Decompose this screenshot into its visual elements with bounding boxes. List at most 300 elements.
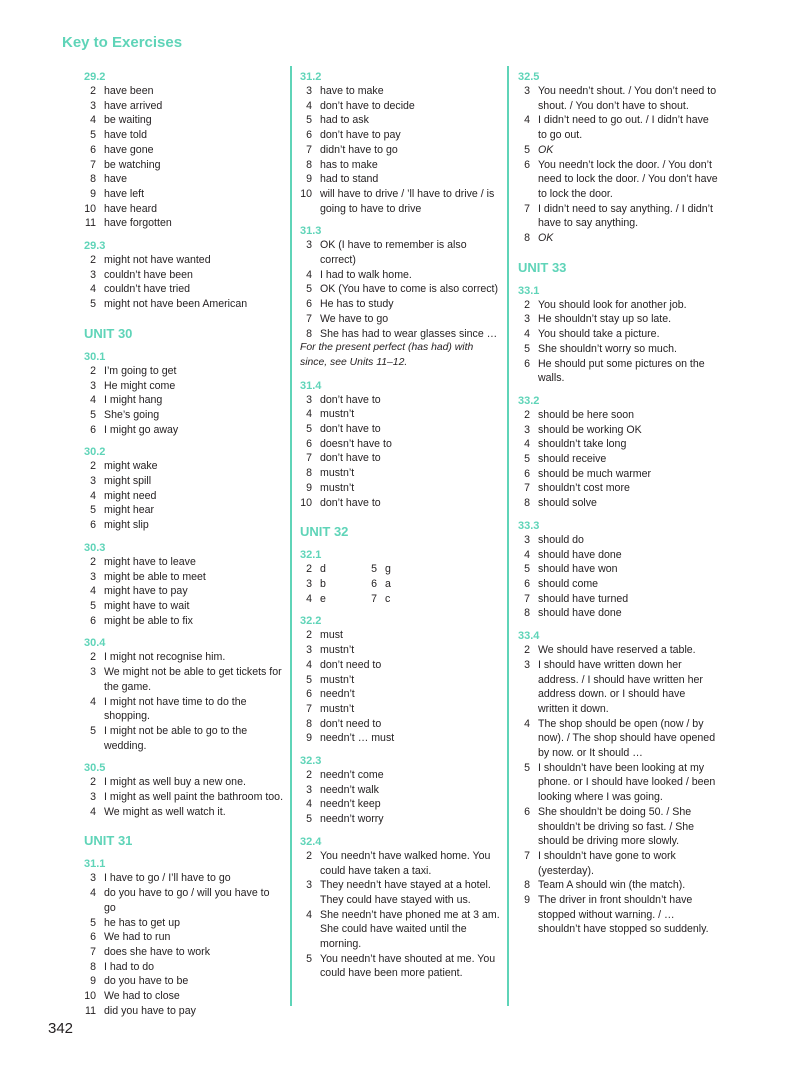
answer-item: [84, 974, 284, 989]
answer-text: I might as well buy a new one.: [104, 776, 246, 789]
answer-text: should do: [538, 533, 584, 546]
answer-number: 2: [306, 629, 312, 642]
answer-number: 6: [371, 577, 377, 590]
answer-item: [84, 282, 284, 297]
answer-number: 3: [306, 85, 312, 97]
answer-text: does she have to work: [104, 945, 210, 958]
exercise-number: 32.5: [518, 71, 540, 83]
answer-text: I might as well paint the bathroom too.: [104, 791, 284, 804]
answer-item: [518, 327, 718, 342]
answer-number: 5: [524, 143, 530, 156]
answer-item: [84, 503, 284, 518]
answer-text: has to make: [320, 158, 378, 171]
exercise-section: [518, 284, 718, 386]
answer-item: [300, 393, 500, 408]
answer-text: should be here soon: [538, 408, 635, 421]
answer-text: I might go away: [104, 423, 179, 436]
answer-number: 5: [90, 504, 96, 517]
answer-text: OK (You have to come is also correct): [320, 283, 499, 296]
answer-item: [84, 202, 284, 217]
answer-text: couldn’t have been: [104, 268, 193, 281]
answer-item: [300, 172, 500, 187]
answer-item: [84, 158, 284, 173]
answer-text: She shouldn’t be doing 50. / She shouldn’t be driving so fast. / She should be driving more slowly.: [538, 805, 695, 848]
answer-item: [84, 650, 284, 665]
answer-item: [84, 143, 284, 158]
answer-number: 8: [524, 607, 530, 620]
answer-text: don’t have to: [320, 452, 381, 465]
answer-number: 11: [85, 1004, 96, 1017]
answer-text: should have done: [538, 607, 622, 620]
answer-number: 4: [524, 328, 530, 341]
answer-item: [84, 724, 284, 753]
answer-text: might be able to fix: [104, 614, 193, 627]
answer-item: [300, 643, 500, 658]
answer-number: 7: [524, 482, 530, 495]
answer-text: The driver in front shouldn’t have stopped without warning. / … shouldn’t have stopped so suddenly.: [538, 894, 709, 936]
answer-text: mustn’t: [320, 673, 355, 686]
answer-item: [84, 614, 284, 629]
answer-item: [518, 312, 718, 327]
answer-text: b: [320, 577, 326, 590]
answer-number: 5: [306, 673, 312, 686]
exercise-section: [300, 754, 500, 827]
exercise-number: 33.1: [518, 284, 540, 297]
answer-number: 8: [306, 158, 312, 171]
answer-text: OK: [538, 143, 554, 156]
answer-number: 8: [306, 717, 312, 730]
column-divider: [507, 66, 509, 1006]
answer-number: 3: [306, 239, 312, 252]
answer-number: 3: [306, 577, 312, 590]
answer-text: doesn’t have to: [320, 437, 392, 450]
answer-item: [518, 437, 718, 452]
answer-item: [300, 99, 500, 114]
answer-item: [300, 113, 500, 128]
answer-item: [84, 599, 284, 614]
answer-text: should have turned: [538, 592, 629, 605]
answer-text: shouldn’t cost more: [538, 482, 630, 495]
answer-number: 4: [90, 887, 96, 900]
answer-item: [518, 805, 718, 849]
answer-text: might spill: [104, 475, 152, 488]
answer-number: 8: [524, 879, 530, 892]
answer-text: should be working OK: [538, 423, 642, 436]
answer-item: [300, 282, 500, 297]
answer-text: might need: [104, 489, 157, 502]
answer-text: He has to study: [320, 298, 394, 311]
answer-item: [518, 878, 718, 893]
answer-text: should have done: [538, 548, 622, 561]
answer-item: [300, 466, 500, 481]
answer-item: [518, 231, 718, 246]
answer-number: 7: [306, 312, 312, 325]
exercise-section: [84, 445, 284, 533]
answer-number: 3: [90, 872, 96, 885]
answer-text: Team A should win (the match).: [538, 879, 686, 892]
answer-item: [84, 128, 284, 143]
answer-text: You needn’t shout. / You don’t need to shout. / You don’t have to shout.: [538, 85, 717, 112]
answer-item: [300, 158, 500, 173]
answer-number: 2: [306, 849, 312, 862]
answer-text: needn’t keep: [320, 798, 381, 811]
answer-number: 5: [306, 283, 312, 296]
answer-item: [300, 422, 500, 437]
answer-number: 3: [524, 85, 530, 97]
answer-column-2: [300, 66, 500, 981]
answer-text: I had to do: [104, 960, 155, 973]
answer-text: be watching: [104, 158, 161, 171]
answer-item: [365, 577, 430, 592]
answer-number: 10: [84, 202, 96, 215]
exercise-section: [84, 761, 284, 819]
exercise-number: 31.1: [84, 858, 106, 871]
answer-item: [518, 84, 718, 113]
answer-number: 2: [90, 85, 96, 97]
answer-text: be waiting: [104, 114, 152, 127]
answer-text: c: [385, 592, 391, 605]
answer-number: 4: [306, 268, 312, 281]
exercise-section: [300, 835, 500, 981]
answer-item: [84, 84, 284, 99]
answer-text: don’t have to decide: [320, 99, 415, 112]
answer-number: 2: [524, 298, 530, 311]
answer-item: [518, 342, 718, 357]
answer-number: 8: [306, 327, 312, 340]
answer-number: 9: [524, 894, 530, 907]
answer-item: [518, 577, 718, 592]
answer-text: mustn’t: [320, 702, 355, 715]
answer-text: have gone: [104, 143, 154, 156]
answer-text: might have to leave: [104, 555, 196, 568]
answer-item: [518, 717, 718, 761]
answer-item: [518, 298, 718, 313]
answer-item: [84, 930, 284, 945]
exercise-number: 29.3: [84, 240, 106, 253]
answer-number: 5: [524, 453, 530, 466]
answer-number: 4: [524, 548, 530, 561]
answer-number: 2: [306, 563, 312, 576]
exercise-number: 32.1: [300, 549, 322, 562]
answer-number: 2: [524, 644, 530, 657]
answer-item: [518, 408, 718, 423]
answer-number: 4: [306, 592, 312, 605]
answer-text: They needn’t have stayed at a hotel. They could have stayed with us.: [320, 879, 491, 906]
exercise-section: [300, 224, 500, 370]
answer-text: shouldn’t take long: [538, 438, 627, 451]
answer-item: [365, 562, 430, 577]
answer-number: 8: [524, 232, 530, 245]
column-divider: [290, 66, 292, 1006]
answer-item: [84, 665, 284, 694]
answer-item: [84, 695, 284, 724]
answer-text: You needn’t have shouted at me. You could have been more patient.: [320, 952, 496, 980]
answer-text: do you have to be: [104, 975, 189, 988]
answer-text: We have to go: [320, 312, 389, 325]
answer-item: [300, 731, 500, 746]
answer-number: 6: [524, 577, 530, 590]
answer-number: 6: [524, 467, 530, 480]
answer-text: She shouldn’t worry so much.: [538, 342, 677, 355]
answer-item: [84, 584, 284, 599]
exercise-section: [518, 629, 718, 937]
answer-item: [84, 379, 284, 394]
answer-item: [518, 467, 718, 482]
answer-item: [84, 216, 284, 231]
answer-text: might have to pay: [104, 585, 188, 598]
answer-item: [300, 238, 500, 267]
answer-number: 3: [90, 99, 96, 112]
answer-number: 7: [524, 592, 530, 605]
answer-text: I had to walk home.: [320, 268, 412, 281]
answer-item: [84, 570, 284, 585]
answer-number: 6: [524, 805, 530, 818]
answer-number: 8: [306, 467, 312, 480]
answer-number: 4: [524, 438, 530, 451]
answer-text: didn’t have to go: [320, 143, 398, 156]
answer-item: [84, 423, 284, 438]
answer-text: He might come: [104, 379, 176, 392]
answer-text: I might hang: [104, 394, 163, 407]
answer-item: [84, 187, 284, 202]
answer-number: 7: [90, 945, 96, 958]
answer-item: [84, 268, 284, 283]
answer-number: 4: [90, 114, 96, 127]
answer-number: 3: [524, 423, 530, 436]
answer-item: [300, 673, 500, 688]
answer-item: [84, 555, 284, 570]
exercise-section: [84, 70, 284, 231]
answer-text: g: [385, 563, 391, 576]
page-header-title: Key to Exercises: [62, 34, 183, 51]
exercise-section: [518, 70, 718, 246]
exercise-number: 31.2: [300, 71, 322, 83]
answer-item: [518, 562, 718, 577]
answer-item: [518, 481, 718, 496]
answer-text: don’t have to pay: [320, 129, 401, 142]
answer-text: I’m going to get: [104, 364, 177, 377]
answer-number: 9: [306, 732, 312, 745]
answer-item: [300, 297, 500, 312]
answer-text: needn’t worry: [320, 813, 384, 826]
answer-number: 3: [90, 791, 96, 804]
answer-text: I might not be able to go to the wedding.: [104, 724, 248, 752]
answer-text: OK (I have to remember is also correct): [320, 239, 467, 267]
exercise-number: 33.4: [518, 630, 540, 643]
answer-text: needn’t … must: [320, 732, 395, 745]
answer-text: mustn’t: [320, 644, 355, 657]
answer-text: You should take a picture.: [538, 328, 660, 341]
exercise-section: [84, 636, 284, 753]
answer-text: couldn’t have tried: [104, 283, 190, 296]
answer-text: You needn’t lock the door. / You don’t need to lock the door. / You don’t have to lock the door.: [538, 158, 718, 200]
answer-number: 2: [306, 769, 312, 782]
answer-text: You needn’t have walked home. You could have taken a taxi.: [320, 849, 491, 877]
answer-number: 6: [90, 519, 96, 532]
answer-item: [300, 437, 500, 452]
answer-item: [300, 908, 500, 952]
answer-text: he has to get up: [104, 916, 180, 929]
answer-item: [84, 518, 284, 533]
answer-number: 6: [306, 437, 312, 450]
answer-text: She needn’t have phoned me at 3 am. She could have waited until the morning.: [320, 908, 500, 951]
answer-text: might wake: [104, 460, 158, 473]
answer-item: [518, 592, 718, 607]
answer-number: 6: [90, 423, 96, 436]
answer-text: He shouldn’t stay up so late.: [538, 313, 672, 326]
exercise-number: 30.2: [84, 446, 106, 459]
answer-text: have heard: [104, 202, 158, 215]
unit-heading: UNIT 32: [300, 524, 349, 540]
answer-text: do you have to go / will you have to go: [104, 887, 270, 914]
answer-text: might slip: [104, 519, 149, 532]
answer-item: [84, 99, 284, 114]
unit-section: [84, 326, 284, 342]
answer-text: I shouldn’t have been looking at my phone. or I should have looked / been looking where I was going.: [538, 761, 716, 804]
answer-text: might have to wait: [104, 599, 190, 612]
answer-number: 5: [524, 761, 530, 774]
exercise-section: [300, 548, 500, 606]
answer-number: 9: [90, 975, 96, 988]
exercise-number: 29.2: [84, 71, 106, 83]
answer-item: [84, 960, 284, 975]
answer-number: 3: [90, 268, 96, 281]
exercise-section: [84, 239, 284, 312]
answer-number: 6: [306, 298, 312, 311]
answer-item: [84, 916, 284, 931]
answer-item: [300, 702, 500, 717]
answer-item: [84, 775, 284, 790]
answer-item: [300, 312, 500, 327]
answer-item: [84, 489, 284, 504]
answer-item: [300, 577, 365, 592]
answer-item: [518, 606, 718, 621]
answer-number: 6: [524, 158, 530, 171]
answer-number: 4: [90, 585, 96, 598]
answer-item: [518, 452, 718, 467]
answer-text: needn’t walk: [320, 783, 379, 796]
answer-item: [300, 592, 365, 607]
answer-text: We might as well watch it.: [104, 805, 226, 818]
exercise-section: [300, 614, 500, 746]
exercise-number: 33.3: [518, 519, 540, 532]
answer-column-3: [518, 66, 718, 937]
answer-number: 7: [306, 452, 312, 465]
answer-item: [518, 761, 718, 805]
answer-text: don’t have to: [320, 496, 381, 509]
answer-item: [84, 474, 284, 489]
answer-text: I might not have time to do the shopping.: [104, 695, 247, 723]
exercise-number: 32.3: [300, 755, 322, 768]
answer-item: [84, 945, 284, 960]
answer-number: 7: [90, 158, 96, 171]
answer-item: [300, 797, 500, 812]
answer-text: d: [320, 563, 326, 576]
answer-number: 5: [524, 563, 530, 576]
answer-text: mustn’t: [320, 467, 355, 480]
answer-number: 2: [90, 651, 96, 664]
answer-number: 3: [90, 475, 96, 488]
answer-number: 11: [85, 217, 96, 230]
answer-item: [300, 496, 500, 511]
answer-text: have been: [104, 85, 154, 97]
answer-number: 7: [306, 702, 312, 715]
answer-item: [84, 1004, 284, 1019]
answer-number: 4: [306, 658, 312, 671]
answer-item: [518, 158, 718, 202]
answer-text: don’t have to: [320, 393, 381, 406]
answer-text: should be much warmer: [538, 467, 652, 480]
answer-text: needn’t: [320, 688, 355, 701]
exercise-number: 31.4: [300, 379, 322, 392]
exercise-number: 33.2: [518, 394, 540, 407]
answer-item: [300, 128, 500, 143]
answer-text: OK: [538, 232, 554, 245]
answer-number: 8: [524, 497, 530, 510]
answer-column-1: [84, 66, 284, 1018]
answer-item: [518, 849, 718, 878]
answer-number: 6: [306, 688, 312, 701]
answer-number: 6: [524, 357, 530, 370]
answer-text: I didn’t need to go out. / I didn’t have to go out.: [538, 114, 709, 142]
unit-section: [84, 833, 284, 849]
exercise-section: [518, 394, 718, 511]
answer-number: 2: [90, 460, 96, 473]
answer-number: 10: [300, 187, 312, 200]
answer-number: 4: [90, 394, 96, 407]
answer-number: 4: [306, 408, 312, 421]
answer-item: [365, 592, 430, 607]
answer-text: had to ask: [320, 114, 369, 127]
exercise-section: [84, 541, 284, 629]
answer-item: [518, 533, 718, 548]
answer-number: 5: [524, 342, 530, 355]
answer-number: 3: [306, 783, 312, 796]
answer-text: should come: [538, 577, 599, 590]
answer-item: [84, 393, 284, 408]
answer-number: 4: [90, 695, 96, 708]
answer-number: 5: [306, 114, 312, 127]
answer-item: [518, 423, 718, 438]
answer-text: We should have reserved a table.: [538, 644, 696, 657]
answer-item: [518, 643, 718, 658]
answer-item: [84, 790, 284, 805]
answer-number: 5: [90, 408, 96, 421]
answer-item: [300, 143, 500, 158]
answer-number: 3: [306, 393, 312, 406]
answer-text: The shop should be open (now / by now). / The shop should have opened by now. or It should …: [538, 717, 716, 760]
answer-number: 3: [306, 879, 312, 892]
answer-text: I might not recognise him.: [104, 651, 226, 664]
answer-text: We had to run: [104, 931, 171, 944]
answer-item: [300, 407, 500, 422]
answer-item: [300, 687, 500, 702]
answer-number: 3: [524, 658, 530, 671]
answer-text: mustn’t: [320, 481, 355, 494]
answer-item: [300, 451, 500, 466]
answer-item: [518, 496, 718, 511]
answer-number: 7: [371, 592, 377, 605]
answer-item: [300, 952, 500, 981]
answer-item: [84, 805, 284, 820]
answer-number: 7: [306, 143, 312, 156]
answer-text: don’t need to: [320, 717, 382, 730]
answer-item: [300, 187, 500, 216]
answer-number: 3: [90, 570, 96, 583]
answer-text: might be able to meet: [104, 570, 206, 583]
unit-heading: UNIT 30: [84, 325, 133, 341]
answer-item: [300, 481, 500, 496]
